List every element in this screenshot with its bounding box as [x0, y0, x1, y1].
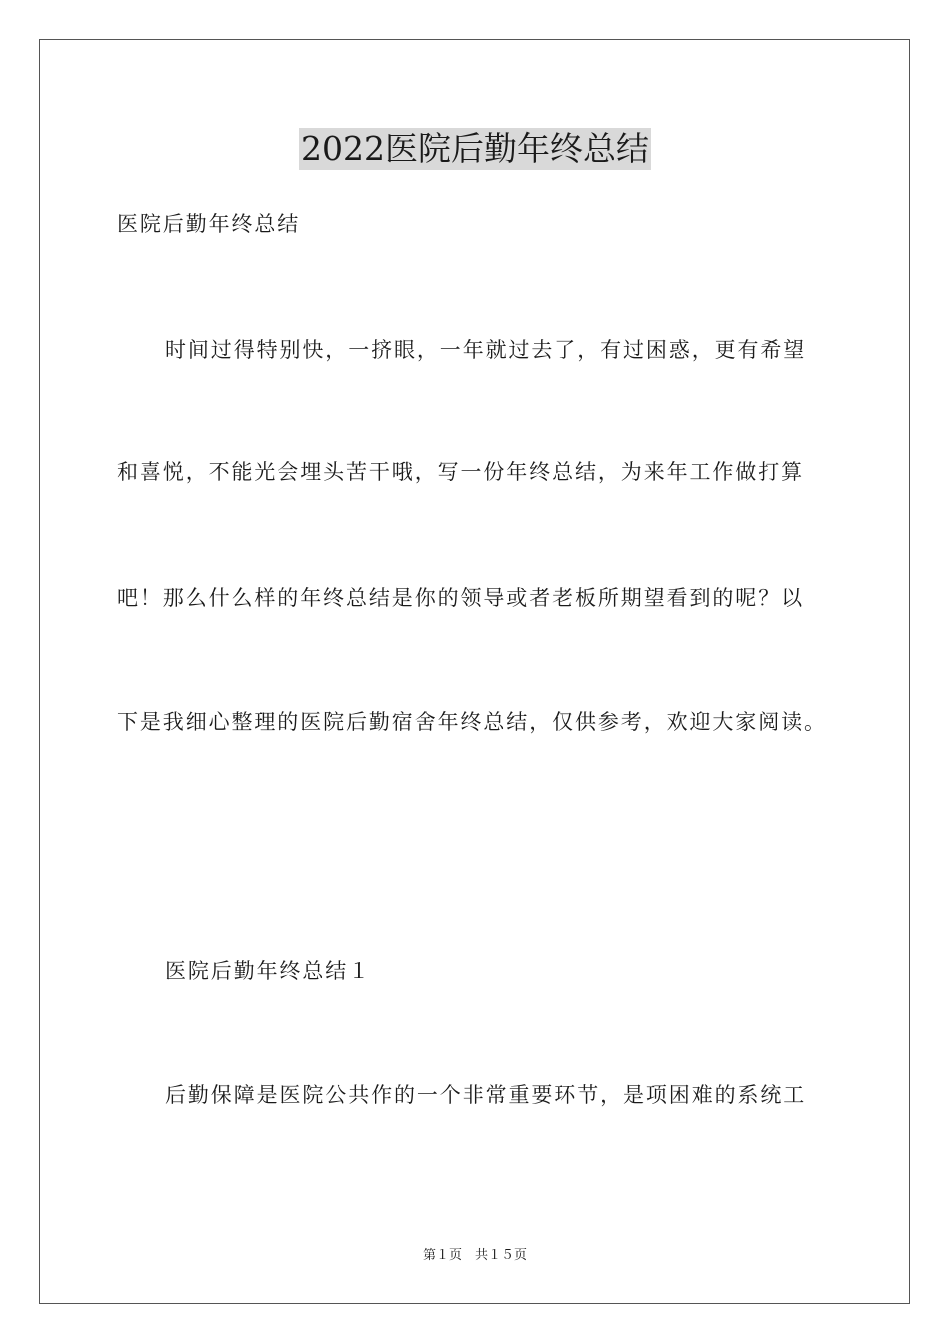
- intro-line-2: 和喜悦，不能光会埋头苦干哦，写一份年终总结，为来年工作做打算: [117, 460, 804, 484]
- document-title-text: 2022医院后勤年终总结: [301, 129, 649, 168]
- page-number-footer: 第１页 共１５页: [422, 1248, 527, 1263]
- intro-line-4: 下是我细心整理的医院后勤宿舍年终总结，仅供参考，欢迎大家阅读。: [117, 710, 827, 734]
- intro-line-1: 时间过得特别快，一挤眼，一年就过去了，有过困惑，更有希望: [165, 338, 807, 362]
- document-title: [0, 128, 950, 170]
- document-subtitle: 医院后勤年终总结: [117, 212, 301, 236]
- section-paragraph-line-1: 后勤保障是医院公共作的一个非常重要环节，是项困难的系统工: [165, 1083, 807, 1107]
- intro-line-3: 吧！那么什么样的年终总结是你的领导或者老板所期望看到的呢？以: [117, 586, 804, 610]
- section-heading: 医院后勤年终总结１: [165, 959, 372, 983]
